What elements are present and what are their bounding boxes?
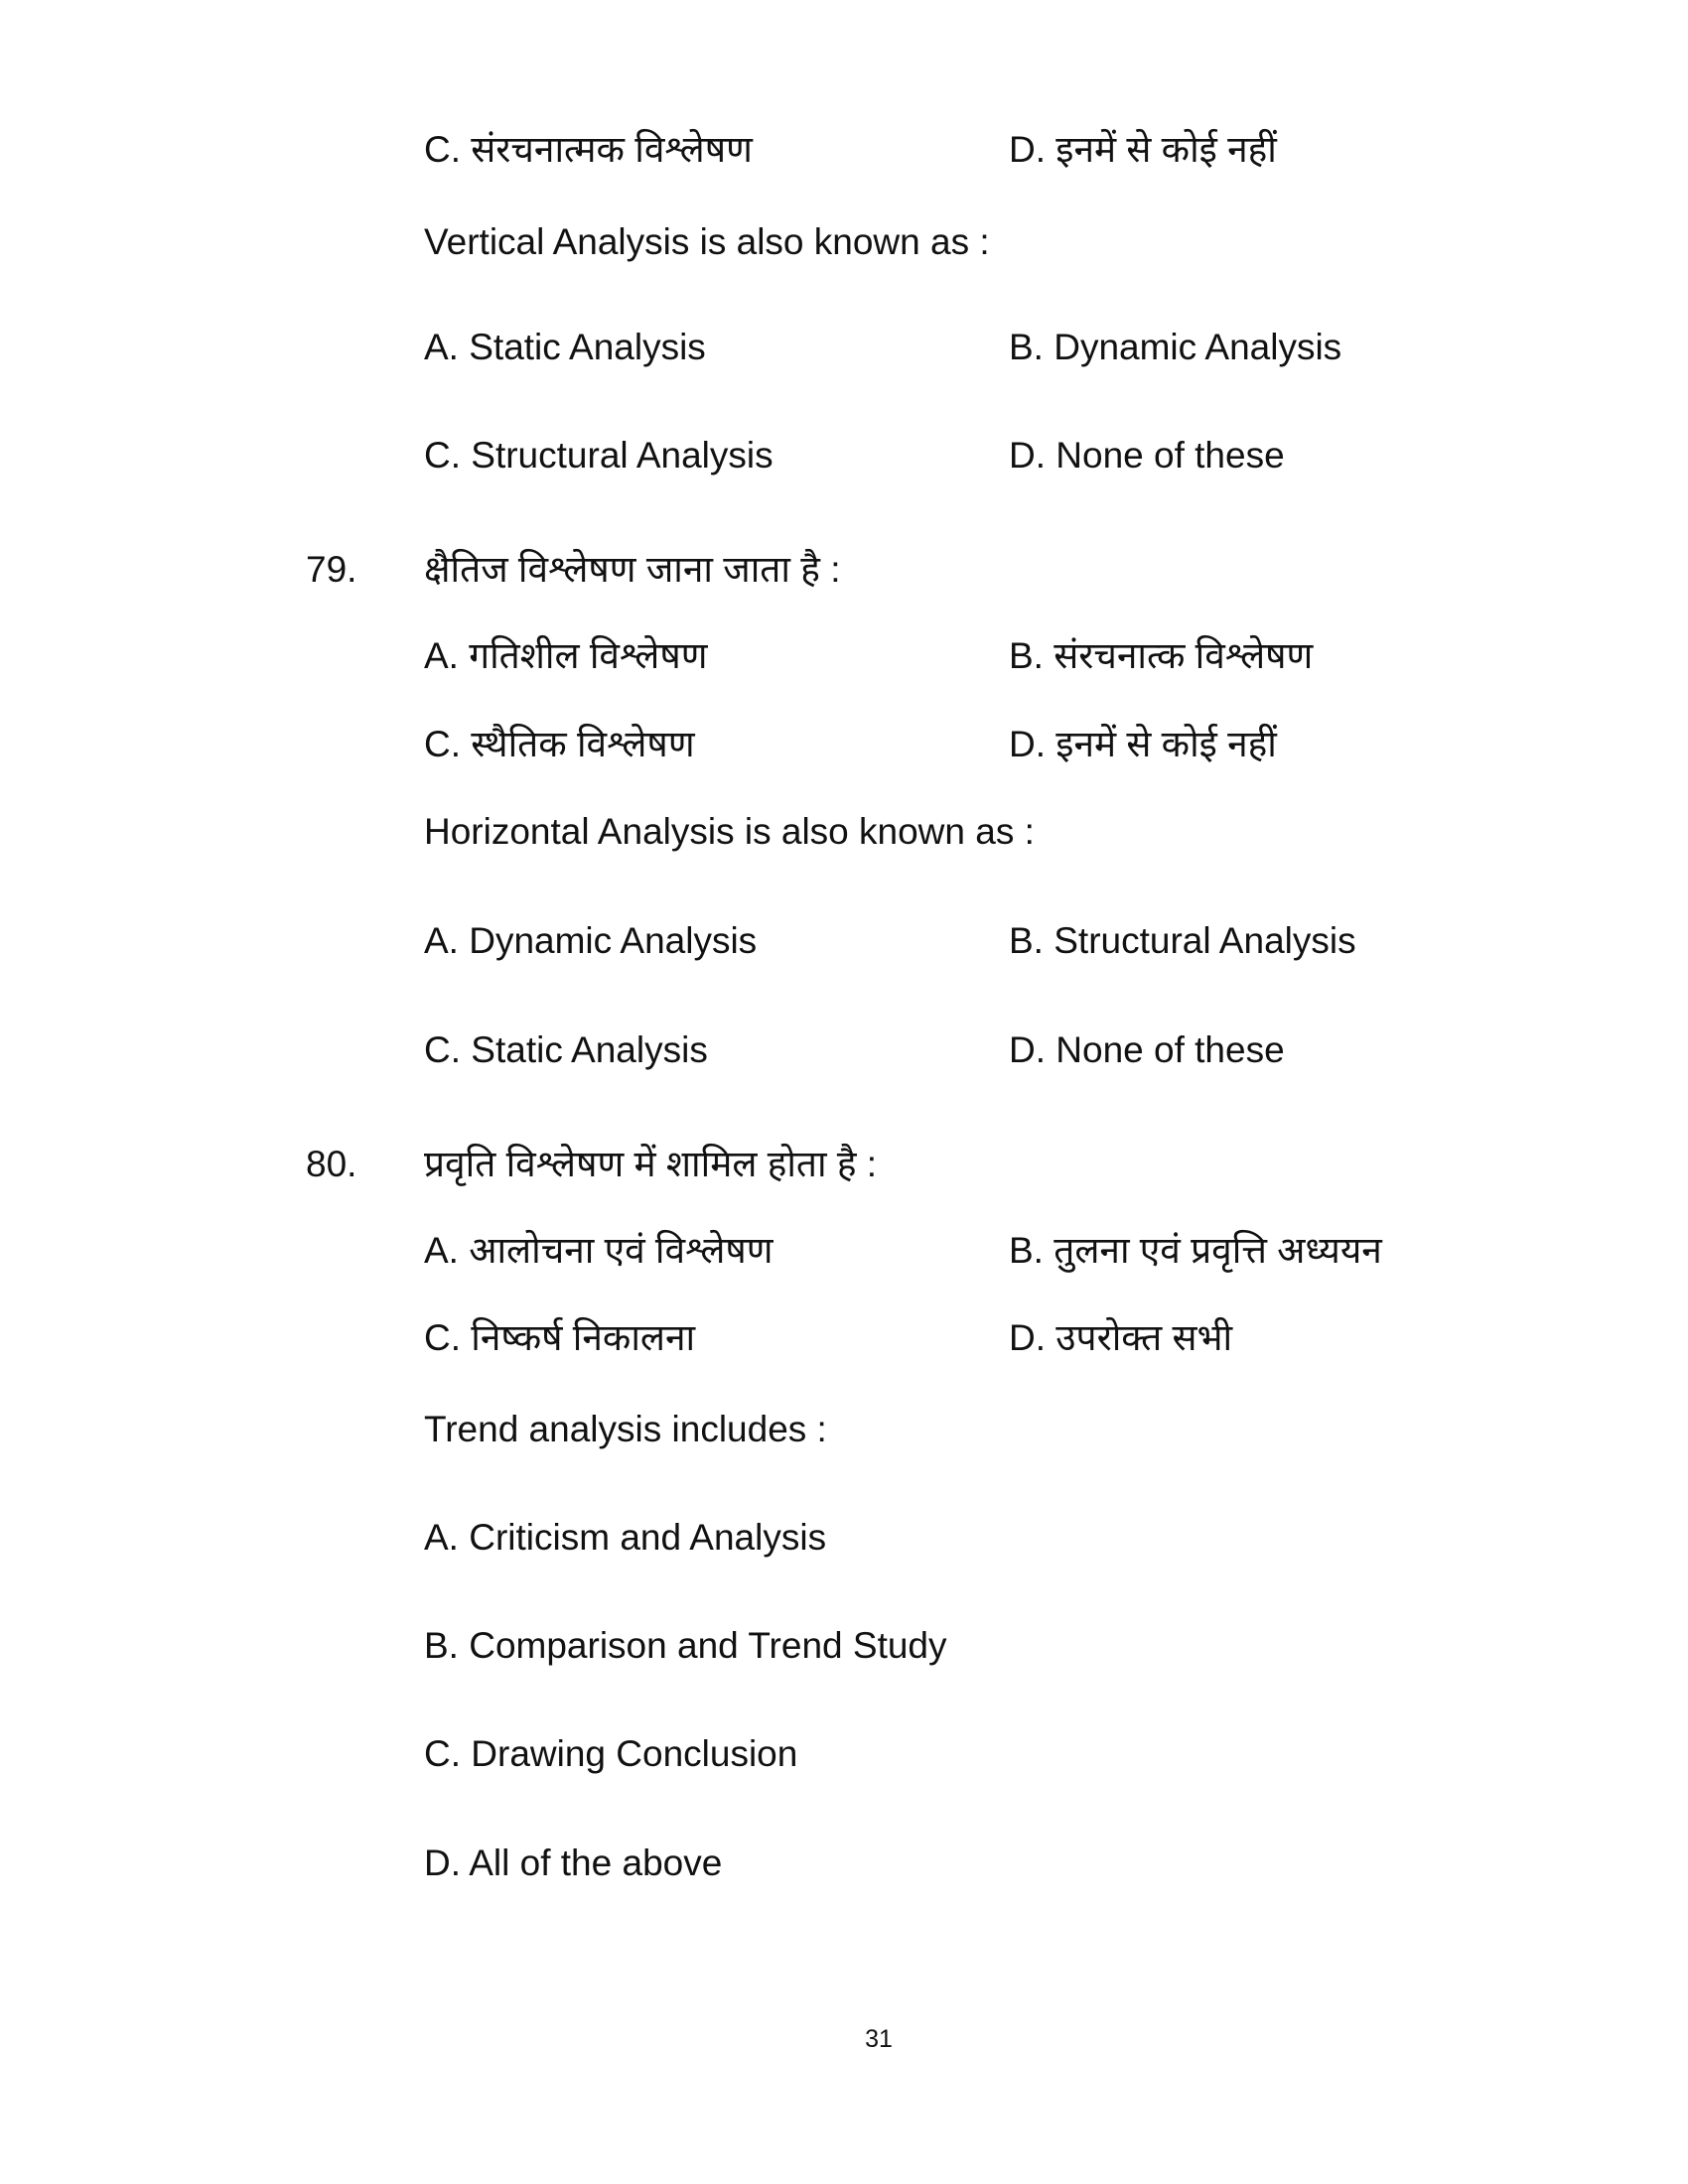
q79-english-option-a: A. Dynamic Analysis [424, 920, 758, 961]
q80-hindi-option-d: D. उपरोक्त सभी [1009, 1317, 1233, 1358]
q79-hindi-option-a: A. गतिशील विश्लेषण [424, 635, 708, 676]
q80-english-option-a: A. Criticism and Analysis [424, 1517, 827, 1558]
q79-hindi-option-b: B. संरचनात्क विश्लेषण [1009, 635, 1314, 676]
q80-english-option-b: B. Comparison and Trend Study [424, 1625, 947, 1666]
q80-english-option-d: D. All of the above [424, 1843, 723, 1883]
q79-hindi-option-d: D. इनमें से कोई नहीं [1009, 724, 1277, 764]
q80-hindi-option-c: C. निष्कर्ष निकालना [424, 1317, 696, 1358]
q80-hindi-question: प्रवृति विश्लेषण में शामिल होता है : [424, 1144, 878, 1184]
q78-english-option-d: D. None of these [1009, 435, 1285, 476]
q79-number: 79. [306, 549, 357, 590]
q78-english-option-b: B. Dynamic Analysis [1009, 327, 1342, 367]
q78-english-question: Vertical Analysis is also known as : [424, 221, 990, 262]
q79-english-option-d: D. None of these [1009, 1029, 1285, 1070]
q80-number: 80. [306, 1144, 357, 1184]
q78-hindi-option-d: D. इनमें से कोई नहीं [1009, 129, 1277, 170]
q79-english-option-b: B. Structural Analysis [1009, 920, 1356, 961]
q78-hindi-option-c: C. संरचनात्मक विश्लेषण [424, 129, 753, 170]
q79-hindi-option-c: C. स्थैतिक विश्लेषण [424, 724, 695, 764]
q80-english-option-c: C. Drawing Conclusion [424, 1733, 798, 1774]
q78-english-option-c: C. Structural Analysis [424, 435, 774, 476]
q80-hindi-option-b: B. तुलना एवं प्रवृत्ति अध्ययन [1009, 1230, 1382, 1271]
page-number: 31 [865, 2025, 893, 2053]
q80-hindi-option-a: A. आलोचना एवं विश्लेषण [424, 1230, 774, 1271]
q79-english-option-c: C. Static Analysis [424, 1029, 708, 1070]
q78-english-option-a: A. Static Analysis [424, 327, 706, 367]
q79-english-question: Horizontal Analysis is also known as : [424, 811, 1035, 852]
q80-english-question: Trend analysis includes : [424, 1409, 827, 1449]
q79-hindi-question: क्षैतिज विश्लेषण जाना जाता है : [424, 549, 841, 590]
